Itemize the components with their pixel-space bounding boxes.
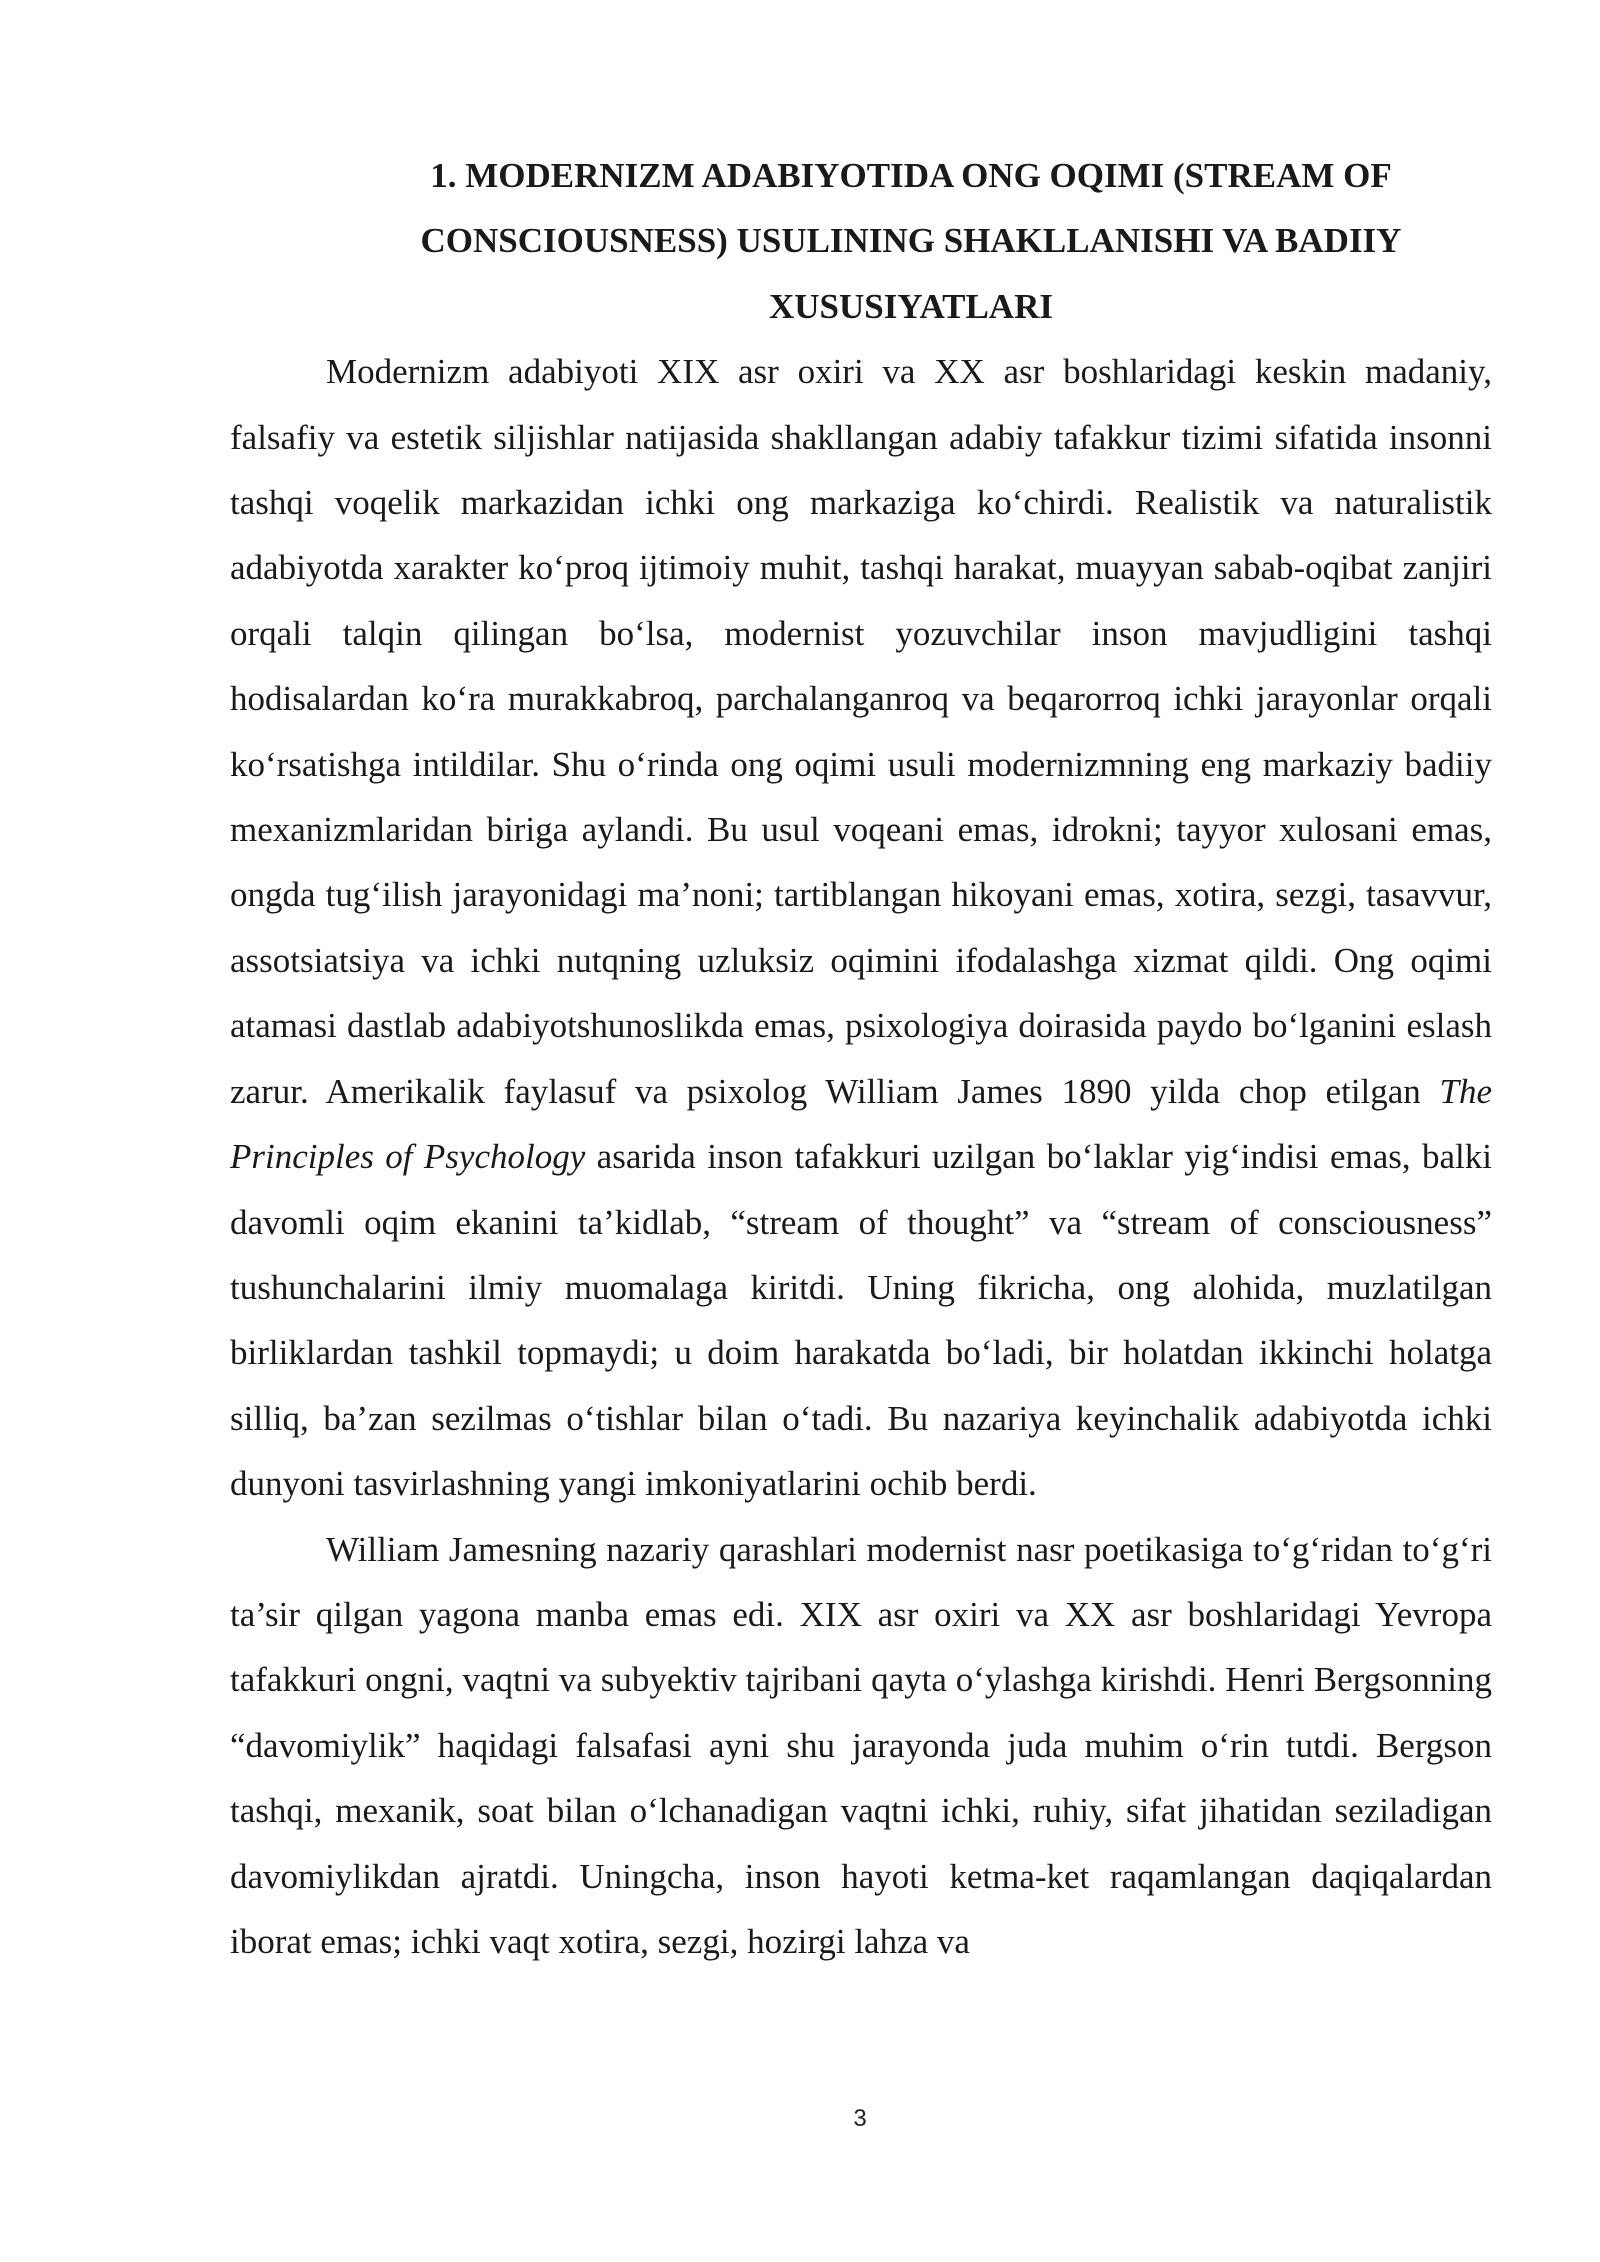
paragraph-text: Modernizm adabiyoti XIX asr oxiri va XX asr boshlaridagi keskin madaniy, falsafiy va estetik siljishlar natijasida shakllangan adabiy tafakkur tizimi sifatida insonni tashqi voqelik markazidan ichki ong markaziga ko‘chirdi. Realistik va naturalistik adabiyotda xarakter ko‘proq ijtimoiy muhit, tashqi harakat, muayyan sabab-oqibat zanjiri orqali talqin qilingan bo‘lsa, modernist yozuvchilar inson mavjudligini tashqi hodisalardan ko‘ra murakkabroq, parchalanganroq va beqarorroq ichki jarayonlar orqali ko‘rsatishga intildilar. Shu o‘rinda ong oqimi usuli modernizmning eng markaziy badiiy mexanizmlaridan biriga aylandi. Bu usul voqeani emas, idrokni; tayyor xulosani emas, ongda tug‘ilish jarayonidagi ma’noni; tartiblangan hikoyani emas, xotira, sezgi, tasavvur, assotsiatsiya va ichki nutqning uzluksiz oqimini ifodalashga xizmat qildi. Ong oqimi atamasi dastlab adabiyotshunoslikda emas, psixologiya doirasida paydo bo‘lganini eslash zarur. Amerikalik faylasuf va psixolog William James 1890 yilda chop etilgan [230,352,1492,1111]
page-number: 3 [853,2105,867,2132]
chapter-heading: 1. MODERNIZM ADABIYOTIDA ONG OQIMI (STREAM OF CONSCIOUSNESS) USULINING SHAKLLANISHI VA BADIIY XUSUSIYATLARI [420,156,1402,326]
book-title-italic: The Principles of Psychology [230,1071,1492,1177]
paragraph [230,339,1492,1516]
document-body [230,143,1492,1974]
paragraph: William Jamesning nazariy qarashlari modernist nasr poetikasiga to‘g‘ridan to‘g‘ri ta’sir qilgan yagona manba emas edi. XIX asr oxiri va XX asr boshlaridagi Yevropa tafakkuri ongni, vaqtni va subyektiv tajribani qayta o‘ylashga kirishdi. Henri Bergsonning “davomiylik” haqidagi falsafasi ayni shu jarayonda juda muhim o‘rin tutdi. Bergson tashqi, mexanik, soat bilan o‘lchanadigan vaqtni ichki, ruhiy, sifat jihatidan seziladigan davomiylikdan ajratdi. Uningcha, inson hayoti ketma-ket raqamlangan daqiqalardan iborat emas; ichki vaqt xotira, sezgi, hozirgi lahza va [230,1529,1492,1961]
paragraph-text: asarida inson tafakkuri uzilgan bo‘laklar yig‘indisi emas, balki davomli oqim ekanini ta’kidlab, “stream of thought” va “stream of consciousness” tushunchalarini ilmiy muomalaga kiritdi. Uning fikricha, ong alohida, muzlatilgan birliklardan tashkil topmaydi; u doim harakatda bo‘ladi, bir holatdan ikkinchi holatga silliq, ba’zan sezilmas o‘tishlar bilan o‘tadi. Bu nazariya keyinchalik adabiyotda ichki dunyoni tasvirlashning yangi imkoniyatlarini ochib berdi. [230,1137,1493,1504]
